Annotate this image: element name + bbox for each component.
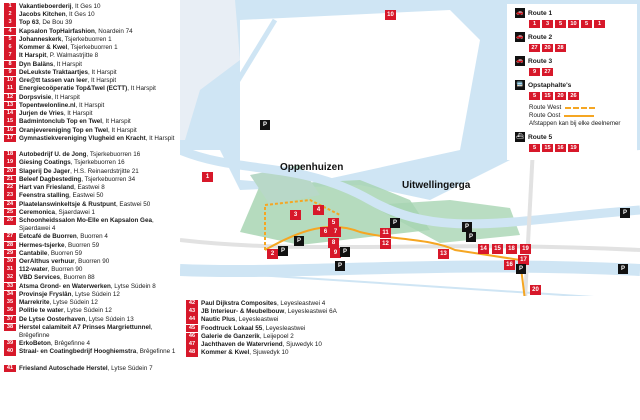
directory-item-name: Badmintonclub Top en Twel — [19, 118, 103, 126]
route-stop-chips — [529, 44, 633, 52]
route5-chips — [529, 144, 633, 152]
directory-item[interactable] — [4, 266, 180, 274]
directory-item[interactable] — [186, 300, 366, 308]
route-stop-chip: 27 — [529, 44, 540, 52]
directory-item[interactable] — [4, 307, 180, 315]
directory-item-address: , Buorren 4 — [76, 233, 108, 241]
directory-item-address: , It Harspit — [108, 126, 137, 134]
directory-item-name: Provinsje Fryslân — [19, 290, 72, 298]
directory-item-address: , Sjaerdawei 4 — [19, 216, 154, 232]
directory-number-badge: 6 — [4, 44, 16, 52]
map-marker[interactable]: 1 — [202, 172, 213, 182]
route-stop-chip: 9 — [529, 68, 540, 76]
directory-item[interactable] — [4, 118, 180, 126]
directory-item[interactable] — [4, 348, 180, 364]
route-stop-chip: 27 — [542, 68, 553, 76]
map-marker[interactable]: 3 — [290, 210, 301, 220]
directory-number-badge: 48 — [186, 349, 198, 357]
directory-item-address: , Tsjerkebuorren 16 — [86, 151, 141, 159]
directory-item[interactable] — [4, 299, 180, 307]
directory-item-name: Plaatelanswinkeltsje & Rustpunt — [19, 200, 116, 208]
directory-item-address: , Eastwei 8 — [73, 184, 105, 192]
land-area — [180, 0, 240, 140]
directory-item-address: , It Harspit — [53, 60, 82, 68]
directory-number-badge: 29 — [4, 250, 16, 258]
land-area — [240, 10, 480, 185]
directory-item-name: Kommer & Kwel — [19, 44, 68, 52]
directory-item-address: , Lytse Súdein 8 — [110, 282, 156, 290]
directory-item-name: Cantabile — [19, 249, 48, 257]
directory-item-name: Gymnastiekvereniging Vlugheid en Kracht — [19, 134, 146, 142]
directory-item-name: Feenstra stalling — [19, 192, 70, 200]
directory-number-badge: 47 — [186, 341, 198, 349]
directory-item-name: DeLeukste Traktaartjes — [19, 68, 88, 76]
directory-number-badge: 28 — [4, 242, 16, 250]
directory-item-address: , Buorren 90 — [47, 266, 83, 274]
directory-item-name: Herstel calamiteit A7 Prinses Margriettunnel — [19, 323, 151, 331]
directory-item[interactable] — [4, 209, 180, 217]
directory-item[interactable] — [4, 102, 180, 110]
directory-number-badge: 26 — [4, 217, 16, 225]
directory-item[interactable] — [4, 250, 180, 258]
route-stop-chip: 5 — [529, 92, 540, 100]
directory-item-name: Nautic Plus — [201, 316, 236, 324]
map-marker[interactable]: 7 — [330, 227, 341, 237]
parking-icon: P — [390, 218, 400, 228]
directory-item-name: Straal- en Coatingbedrijf Hooghiemstra — [19, 348, 137, 356]
directory-item-address: , H.S. Reinaerdstrjitte 21 — [70, 167, 139, 175]
car-icon: 🚗 — [516, 34, 524, 40]
directory-number-badge: 32 — [4, 274, 16, 282]
map-marker[interactable]: 8 — [328, 238, 339, 248]
route-stop-chip: 16 — [555, 144, 566, 152]
directory-item-name: ErkoBeton — [19, 340, 51, 348]
directory-item[interactable] — [4, 151, 180, 159]
place-label: Oppenhuizen — [280, 162, 344, 173]
directory-item-address: , Leyesleastwei 4 — [276, 300, 326, 307]
map-marker[interactable]: 13 — [438, 249, 449, 259]
directory-item-address: , Buorren 90 — [74, 258, 110, 266]
parking-icon: P — [278, 246, 288, 256]
directory-item[interactable] — [4, 168, 180, 176]
directory-number-badge: 33 — [4, 283, 16, 291]
route-stop-chip: 10 — [568, 20, 579, 28]
directory-number-badge: 17 — [4, 135, 16, 143]
afstappen-note: Afstappen kan bij elke deelnemer — [529, 120, 621, 127]
route-west-swatch — [565, 107, 595, 109]
map-marker[interactable]: 10 — [385, 10, 396, 20]
directory-item[interactable] — [4, 28, 180, 36]
directory-number-badge: 3 — [4, 19, 16, 27]
directory-item-name: De Lytse Oosterhaven — [19, 315, 86, 323]
directory-item-address: , It Harspit — [127, 85, 156, 93]
map-marker[interactable]: 5 — [328, 218, 339, 228]
directory-item-name: Jachthaven de Watervriend — [201, 341, 283, 349]
directory-item-address: , Brêgefinne 4 — [50, 340, 91, 348]
directory-number-badge: 2 — [4, 11, 16, 19]
directory-item[interactable] — [186, 316, 366, 324]
opstaphalte-label: Opstaphalte's — [528, 81, 572, 89]
directory-number-badge: 16 — [4, 127, 16, 135]
directory-number-badge: 20 — [4, 168, 16, 176]
directory-item-name: Marrekrite — [19, 299, 50, 307]
directory-item[interactable] — [4, 324, 180, 340]
directory-number-badge: 15 — [4, 118, 16, 126]
directory-item-name: Oranjevereniging Top en Twel — [19, 126, 108, 134]
directory-item-name: Friesland Autoschade Herstel — [19, 364, 108, 372]
directory-number-badge: 40 — [4, 348, 16, 356]
route-stop-chip: 3 — [542, 20, 553, 28]
directory-number-badge: 7 — [4, 52, 16, 60]
directory-item[interactable] — [4, 11, 180, 19]
boat-icon: ⛴ — [516, 134, 524, 140]
route-stop-chip: 5 — [529, 144, 540, 152]
directory-number-badge: 19 — [4, 159, 16, 167]
directory-list-bottom — [186, 300, 366, 358]
directory-number-badge: 37 — [4, 316, 16, 324]
directory-item[interactable] — [4, 184, 180, 192]
directory-item-address: , Lytse Súdein 12 — [49, 299, 98, 307]
directory-item-name: Topentwelonline.nl — [19, 101, 76, 109]
directory-item-address: , Brêgefinne 1 — [136, 348, 176, 356]
directory-item-address: , It Harspit — [87, 68, 117, 76]
directory-number-badge: 31 — [4, 266, 16, 274]
directory-item[interactable] — [4, 159, 180, 167]
directory-item-name: Jacobs Kitchen — [19, 11, 66, 19]
directory-item-name: Jurjen de Vries — [19, 110, 64, 118]
directory-number-badge: 41 — [4, 365, 16, 373]
directory-number-badge: 46 — [186, 333, 198, 341]
directory-item[interactable] — [4, 52, 180, 60]
directory-item-address: , It Harspit — [51, 93, 80, 101]
directory-item[interactable] — [186, 333, 366, 341]
directory-item-address: , De Bou 39 — [38, 19, 73, 27]
directory-item[interactable] — [186, 325, 366, 333]
directory-number-badge: 44 — [186, 316, 198, 324]
directory-number-badge: 13 — [4, 102, 16, 110]
map-marker[interactable]: 19 — [520, 244, 531, 254]
directory-item[interactable] — [4, 69, 180, 77]
directory-item-address: , Leyesleastwei — [235, 316, 279, 324]
map-marker[interactable]: 14 — [478, 244, 489, 254]
route-west-label: Route West — [529, 104, 562, 111]
directory-item-address: , It Ges 10 — [65, 11, 95, 19]
directory-item-address: , It Harspit — [145, 134, 175, 142]
directory-item[interactable] — [186, 308, 366, 316]
directory-item-name: Dorpsvisie — [19, 93, 52, 101]
directory-number-badge: 4 — [4, 28, 16, 36]
map-marker[interactable]: 16 — [504, 260, 515, 270]
directory-number-badge: 18 — [4, 151, 16, 159]
directory-item[interactable] — [4, 192, 180, 200]
directory-item[interactable] — [4, 135, 180, 151]
directory-item-address: , Tsjerkebuorren 16 — [70, 159, 125, 167]
directory-item[interactable] — [4, 176, 180, 184]
directory-item[interactable] — [186, 349, 366, 357]
directory-number-badge: 12 — [4, 94, 16, 102]
route-stop-chip: 15 — [542, 144, 553, 152]
directory-number-badge: 43 — [186, 308, 198, 316]
directory-item-name: Johanneskerk — [19, 35, 62, 43]
directory-number-badge: 5 — [4, 36, 16, 44]
directory-item[interactable] — [4, 44, 180, 52]
directory-number-badge: 34 — [4, 291, 16, 299]
directory-item-address: , Tsjerkebuorren 1 — [61, 35, 112, 43]
parking-icon: P — [294, 236, 304, 246]
route-stop-chip: 5 — [581, 20, 592, 28]
map-marker[interactable]: 4 — [313, 205, 324, 215]
directory-item-address: , It Harspit — [75, 101, 105, 109]
route-stop-chips — [529, 68, 633, 76]
map-marker[interactable]: 18 — [506, 244, 517, 254]
car-icon: 🚗 — [516, 58, 524, 64]
directory-item-name: Top 63 — [19, 19, 39, 27]
map-marker[interactable]: 12 — [380, 239, 391, 249]
directory-item[interactable] — [4, 340, 180, 348]
directory-item[interactable] — [4, 233, 180, 241]
directory-item-address: , Lytse Súdein 13 — [85, 315, 134, 323]
directory-item[interactable] — [4, 110, 180, 118]
parking-icon: P — [516, 264, 526, 274]
directory-item-name: Beleef Dagbesteding — [19, 175, 82, 183]
directory-item[interactable] — [4, 94, 180, 102]
directory-item-name: Galerie de Ganzerik — [201, 332, 260, 340]
route-stop-chip: 26 — [568, 92, 579, 100]
directory-number-badge: 42 — [186, 300, 198, 308]
directory-item[interactable] — [4, 274, 180, 282]
directory-item-address: , Buorren 88 — [59, 274, 95, 282]
directory-item[interactable] — [4, 19, 180, 27]
directory-item-address: , It Harspit — [102, 118, 131, 126]
directory-number-badge: 45 — [186, 325, 198, 333]
directory-item-address: , It Harspit — [87, 77, 117, 85]
directory-number-badge: 22 — [4, 184, 16, 192]
directory-panel — [0, 0, 180, 420]
directory-item-name: Dyn Baläns — [19, 60, 54, 68]
map-marker[interactable]: 9 — [330, 248, 341, 258]
directory-item-address: , Eastwei 50 — [115, 200, 151, 208]
directory-item-name: Kommer & Kwel — [201, 349, 250, 357]
parking-icon: P — [340, 247, 350, 257]
directory-list — [4, 3, 180, 373]
directory-number-badge: 27 — [4, 233, 16, 241]
directory-number-badge: 14 — [4, 110, 16, 118]
parking-icon: P — [462, 222, 472, 232]
directory-number-badge: 38 — [4, 324, 16, 332]
route-stop-chip: 28 — [555, 44, 566, 52]
map-marker[interactable]: 20 — [530, 285, 541, 295]
route-label: Route 1 — [528, 9, 553, 17]
directory-item-address: , Buorren 59 — [47, 249, 82, 257]
directory-item-address: , Tsjerkebuorren 34 — [81, 175, 136, 183]
directory-item-name: Eetcafé de Buorren — [19, 233, 77, 241]
directory-item-name: Slagerij De Jager — [19, 167, 71, 175]
directory-item-name: 112-water — [19, 266, 48, 274]
route-stop-chip: 1 — [594, 20, 605, 28]
directory-number-badge: 25 — [4, 209, 16, 217]
route-label: Route 3 — [528, 57, 553, 65]
directory-number-badge: 23 — [4, 192, 16, 200]
directory-number-badge: 35 — [4, 299, 16, 307]
canal — [180, 266, 640, 271]
directory-item[interactable] — [4, 77, 180, 85]
route-stop-chip: 1 — [529, 20, 540, 28]
parking-icon: P — [335, 261, 345, 271]
directory-item-name: Autobedrijf U. de Jong — [19, 151, 87, 159]
route-stop-chip: 20 — [542, 44, 553, 52]
directory-item-address: , Leyesleastwei 6A — [284, 308, 337, 316]
directory-item-name: It Harspit — [19, 52, 47, 60]
bus-icon: 🚍 — [516, 82, 524, 88]
route-stop-chip: 20 — [555, 92, 566, 100]
directory-item-name: Politie te water — [19, 307, 64, 315]
directory-item[interactable] — [4, 3, 180, 11]
directory-item-address: , Leijepoel 2 — [259, 332, 294, 340]
route5-label: Route 5 — [528, 133, 553, 141]
directory-item-name: Foodtruck Lokaal 55 — [201, 324, 263, 332]
map-marker[interactable]: 2 — [267, 249, 278, 259]
directory-item-address: , Eastwei 50 — [69, 192, 104, 200]
parking-icon: P — [466, 232, 476, 242]
opstaphalte-chips — [529, 92, 633, 100]
route-stop-chips — [529, 20, 633, 28]
directory-item[interactable] — [4, 61, 180, 69]
directory-item[interactable] — [4, 85, 180, 93]
directory-number-badge: 11 — [4, 85, 16, 93]
directory-item-address: , Sjuwedyk 10 — [249, 349, 289, 357]
directory-item-address: , Noardein 74 — [94, 27, 133, 35]
directory-item-name: Atsma Grond- en Waterwerken — [19, 282, 111, 290]
route-label: Route 2 — [528, 33, 553, 41]
directory-number-badge: 24 — [4, 201, 16, 209]
directory-item-name: Gre@tt tassen van leer — [19, 77, 88, 85]
parking-icon: P — [260, 120, 270, 130]
directory-item[interactable] — [4, 258, 180, 266]
directory-item-address: , Lytse Súdein 12 — [71, 290, 120, 298]
directory-item-name: Schoonheidssalon Mo-Elle en Kapsalon Gea — [19, 216, 152, 224]
directory-item-address: , It Harspit — [63, 110, 93, 118]
map-marker[interactable]: 15 — [492, 244, 503, 254]
directory-number-badge: 8 — [4, 61, 16, 69]
directory-item-address: , Tsjerkebuorren 1 — [67, 44, 118, 52]
directory-item-name: Kapsalon TopHairfashion — [19, 27, 95, 35]
directory-item-name: Hart van Friesland — [19, 184, 74, 192]
directory-item-address: , Lytse Súdein 12 — [63, 307, 112, 315]
directory-number-badge: 36 — [4, 307, 16, 315]
directory-item-name: OerAlthus verhuur — [19, 258, 75, 266]
directory-item-name: Hermes-tsjerke — [19, 241, 65, 249]
directory-item[interactable] — [4, 127, 180, 135]
directory-item-address: , Sjaerdawei 1 — [55, 208, 95, 216]
route-stop-chip: 5 — [555, 20, 566, 28]
route-stop-chip: 15 — [542, 92, 553, 100]
directory-number-badge: 39 — [4, 340, 16, 348]
parking-icon: P — [618, 264, 628, 274]
directory-item-address: , P. Walmastrjitte 8 — [46, 52, 99, 60]
place-label: Uitwellingerga — [402, 180, 471, 191]
directory-item-name: Ceremonica — [19, 208, 56, 216]
directory-number-badge: 30 — [4, 258, 16, 266]
map-marker[interactable]: 11 — [380, 228, 391, 238]
directory-item-address: , Leyesleastwei — [262, 324, 306, 332]
directory-number-badge: 10 — [4, 77, 16, 85]
car-icon: 🚗 — [516, 10, 524, 16]
directory-item[interactable] — [4, 365, 180, 373]
directory-item-address: , It Ges 10 — [71, 3, 101, 10]
directory-item[interactable] — [4, 36, 180, 44]
directory-item-name: Vakantieboerderij — [19, 3, 72, 10]
route-oost-swatch — [564, 115, 594, 117]
parking-icon: P — [620, 208, 630, 218]
directory-number-badge: 9 — [4, 69, 16, 77]
directory-number-badge: 1 — [4, 3, 16, 11]
map-marker[interactable]: 6 — [320, 227, 331, 237]
directory-item-name: Giesing Coatings — [19, 159, 71, 167]
directory-number-badge: 21 — [4, 176, 16, 184]
map-marker[interactable]: 17 — [518, 255, 529, 265]
directory-item-address: , Sjuwedyk 10 — [282, 341, 322, 349]
directory-item-name: Energiecoöperatie Top&Twel (ECTT) — [19, 85, 128, 93]
route-stop-chip: 19 — [568, 144, 579, 152]
route-oost-label: Route Oost — [529, 112, 561, 119]
directory-item-address: , Lytse Súdein 7 — [107, 364, 153, 372]
directory-item[interactable] — [4, 316, 180, 324]
directory-item[interactable] — [4, 201, 180, 209]
directory-item-name: VBD Services — [19, 274, 60, 282]
directory-item-name: JB Interieur- & Meubelbouw — [201, 308, 285, 316]
legend — [507, 4, 637, 160]
directory-item[interactable] — [186, 341, 366, 349]
directory-item-address: , Buorren 59 — [64, 241, 100, 249]
directory-item[interactable] — [4, 242, 180, 250]
directory-item[interactable] — [4, 291, 180, 299]
directory-item[interactable] — [4, 217, 180, 233]
directory-item-name: Paul Dijkstra Composites — [201, 300, 277, 307]
directory-item[interactable] — [4, 283, 180, 291]
directory-item-address: , Brêgefinne — [19, 323, 153, 339]
